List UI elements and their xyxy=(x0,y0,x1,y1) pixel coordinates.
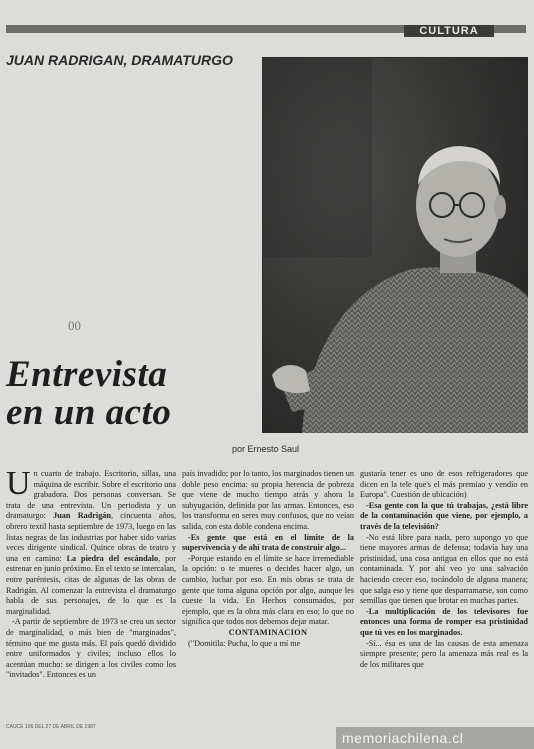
article-headline xyxy=(6,356,256,432)
drop-cap: U xyxy=(6,469,31,502)
paragraph: -A partir de septiembre de 1973 se crea un sector de marginalidad, o más bien de "marginados", término que me gusta más. El país quedó dividido entre uniformados y civiles; incluso ellos lo acentúan mucho: se dirigen a los civiles como los "invitados". Entonces es un xyxy=(6,617,176,680)
text-column-1 xyxy=(6,469,176,724)
paragraph: país invadido; por lo tanto, los marginados tienen un doble peso encima: su propia herencia de pobreza que viene de mucho tiempo atrás y ahora la subyugación, definida por las armas. Entonces, eso los transforma en seres muy confusos, que no veían salida, con esta doble condena encima. xyxy=(182,469,354,531)
quote-paragraph: gustaría tener es uno de esos refrigeradores que dicen en la tele que's el más premiao y vendío en Europa". Cuestión de ubicación) xyxy=(360,469,528,500)
text-column-2 xyxy=(182,469,354,724)
paragraph: -Sí... ésa es una de las causas de esta amenaza siempre presente; pero la amenaza más real es la de los militares que xyxy=(360,638,528,669)
portrait-photo xyxy=(262,57,528,433)
question: -Esa gente con la que tú trabajas, ¿está libre de la contaminación que viene, por ejemplo, a través de la televisión? xyxy=(360,500,528,531)
headline-line-1: Entrevista xyxy=(6,354,168,395)
question: -Es gente que está en el límite de la supervivencia y de ahí trata de construir algo... xyxy=(182,532,354,553)
section-label: CULTURA xyxy=(404,25,494,37)
paragraph: -No está libre para nada, pero supongo yo que tiene mayores armas de defensa; todavía hay una pristinidad, una cosa antigua en ellos que no está contaminada. Y por ahí veo yo una salvación haciendo crecer eso, tocándolo de alguna manera; que salga eso y tiene que desparramarse, son como semillas que tienen que brotar en muchas partes. xyxy=(360,532,528,606)
subheading: CONTAMINACION xyxy=(228,627,308,637)
paragraph: Un cuarto de trabajo. Escritorio, sillas, una máquina de escribir. Sobre el escritorio una grabadora. Dos personas conversan. Se trata de una entrevista. Un periodista y un dramaturgo: Juan Radrigán, cincuenta años, obrero textil hasta septiembre de 1973, luego en las listas negras de las industrias por haber sido varias veces dirigente sindical. Quince obras de teatro y una en camino: La piedra del escándalo, por estrenar en junio próximo. En el texto se intercalan, entre paréntesis, citas de algunas de las obras de Radrigán. Al comenzar la entrevista el dramaturgo habla de sus personajes, de lo que es la marginalidad. xyxy=(6,469,176,616)
watermark: memoriachilena.cl xyxy=(342,730,464,746)
headline-line-2: en un acto xyxy=(6,392,172,433)
question: -La multiplicación de los televisores fue entonces una forma de romper esa pristinidad que tú ves en los marginados. xyxy=(360,606,528,637)
handwritten-mark: 00 xyxy=(68,318,81,333)
article-kicker: JUAN RADRIGAN, DRAMATURGO xyxy=(6,52,233,68)
text-column-3 xyxy=(360,469,528,724)
quote-paragraph: ("Domitila: Pucha, lo que a mí me xyxy=(188,638,301,648)
issue-footer: CAUCE 106 DEL 27 DE ABRIL DE 1987 xyxy=(6,724,96,730)
byline: por Ernesto Saul xyxy=(232,444,300,454)
paragraph: -Porque estando en el límite se hace irremediable la opción: o te mueres o decides hacer algo, un cambio, luchar por eso. En mis obras se trata de gente que toma alguna opción por algo, aunque les cueste la vida. En Hechos consumados, por ejemplo, que es la obra más clara en eso; lo que no significa que todos nos debemos dejar matar. xyxy=(182,553,354,627)
